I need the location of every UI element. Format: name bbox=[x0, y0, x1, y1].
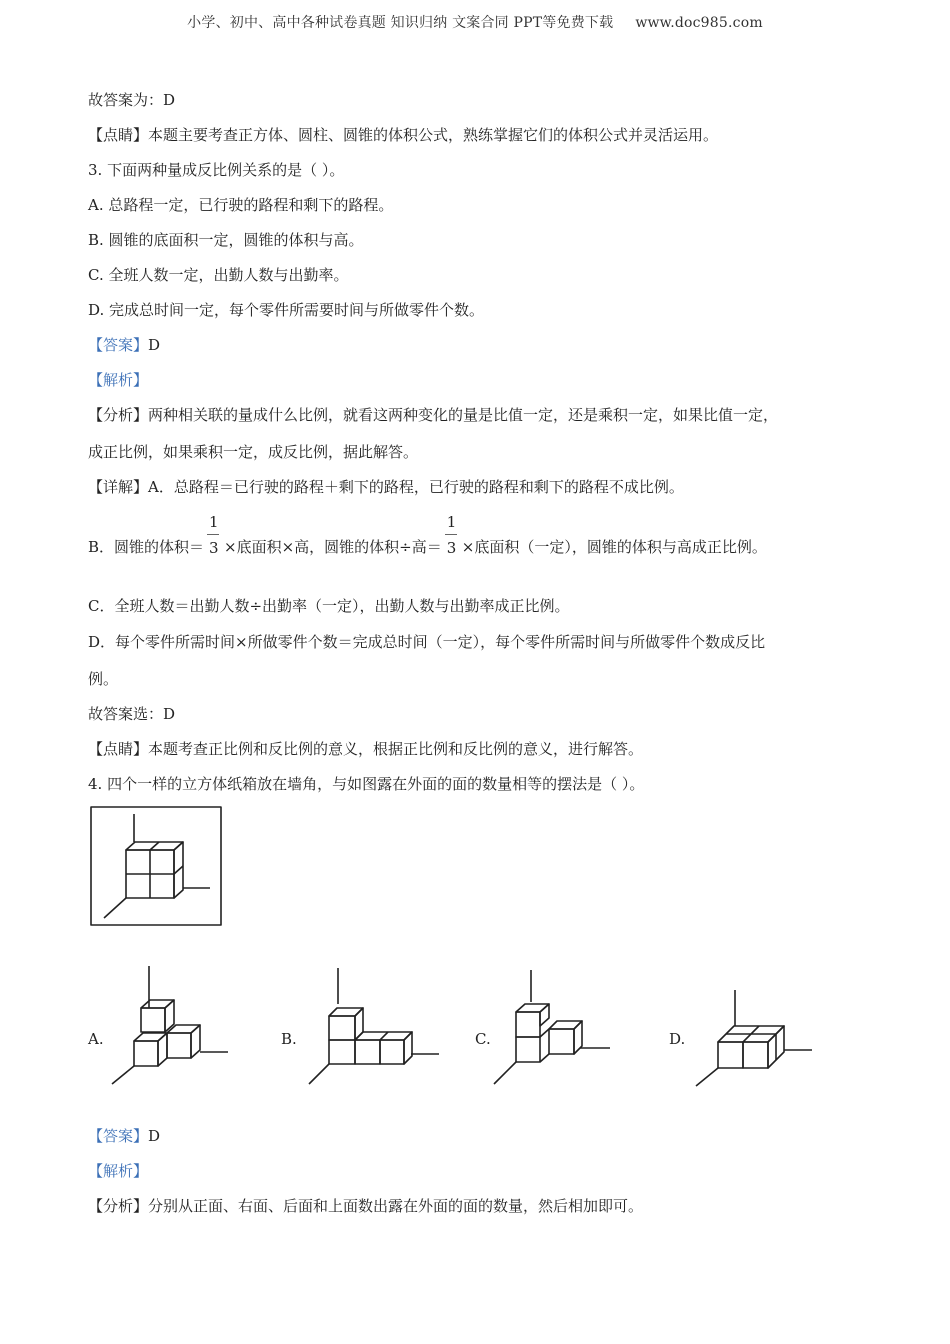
fraction-bar-2 bbox=[445, 534, 457, 535]
column-lower-front bbox=[516, 1037, 540, 1062]
column-upper-side bbox=[540, 1004, 549, 1026]
column-upper-front bbox=[516, 1012, 540, 1037]
q3-option-b: B. 圆锥的底面积一定，圆锥的体积与高。 bbox=[88, 231, 364, 249]
q3-detail-a: 【详解】A．总路程＝已行驶的路程＋剩下的路程，已行驶的路程和剩下的路程不成比例。 bbox=[88, 478, 684, 496]
cube-lower2-front bbox=[355, 1040, 380, 1064]
q3-fenxi-line1: 【分析】两种相关联的量成什么比例，就看这两种变化的量是比值一定，还是乘积一定，如果比值一定， bbox=[88, 406, 779, 424]
q4-fenxi: 【分析】分别从正面、右面、后面和上面数出露在外面的面的数量，然后相加即可。 bbox=[88, 1197, 644, 1215]
q3-option-a: A. 总路程一定，已行驶的路程和剩下的路程。 bbox=[88, 196, 394, 214]
cube-right-front bbox=[167, 1033, 191, 1058]
column-cube-join bbox=[540, 1029, 549, 1037]
q4-answer bbox=[88, 1126, 160, 1146]
cube-lower1-front bbox=[329, 1040, 355, 1064]
fraction-denominator: 3 bbox=[209, 539, 219, 557]
q4-reference-figure bbox=[90, 806, 224, 928]
q3-detail-c: C．全班人数＝出勤人数÷出勤率（一定），出勤人数与出勤率成正比例。 bbox=[88, 597, 570, 615]
floor-left-edge bbox=[494, 1062, 516, 1084]
cube-top-front bbox=[141, 1008, 165, 1032]
q4-option-a-label: A. bbox=[88, 1030, 104, 1048]
q3-option-d: D. 完成总时间一定，每个零件所需要时间与所做零件个数。 bbox=[88, 301, 485, 319]
q4-option-b-label: B. bbox=[281, 1030, 297, 1048]
q4-answer-tag: 【答案】 bbox=[88, 1127, 149, 1145]
q4-option-c-figure bbox=[490, 966, 614, 1088]
cube-lower3-front bbox=[380, 1040, 404, 1064]
fraction-numerator-2: 1 bbox=[446, 513, 457, 531]
detail-b-part1: B．圆锥的体积＝ bbox=[88, 538, 205, 556]
cube-right-side bbox=[191, 1025, 200, 1058]
q4-option-d-figure bbox=[694, 986, 818, 1088]
q3-detail-b bbox=[88, 513, 767, 558]
stack-side-divider bbox=[174, 866, 183, 874]
q4-option-b-figure bbox=[305, 964, 445, 1088]
q3-answer bbox=[88, 335, 160, 355]
q3-answer-value: D bbox=[148, 336, 161, 354]
q3-detail-d-line2: 例。 bbox=[88, 670, 119, 688]
q3-fenxi-line2: 成正比例，如果乘积一定，成反比例，据此解答。 bbox=[88, 443, 419, 461]
cube-right-front bbox=[549, 1029, 574, 1054]
q3-option-c: C. 全班人数一定，出勤人数与出勤率。 bbox=[88, 266, 349, 284]
cube-upper-front bbox=[329, 1016, 355, 1040]
q4-option-d-label: D. bbox=[669, 1030, 686, 1048]
cube-lower-side bbox=[404, 1032, 412, 1064]
cube-front-side bbox=[158, 1033, 167, 1066]
fraction-denominator-2: 3 bbox=[446, 539, 457, 557]
floor-left-edge bbox=[696, 1068, 718, 1086]
cube-front-right bbox=[743, 1042, 768, 1068]
cube-front-front bbox=[134, 1041, 158, 1066]
header-site-link[interactable]: www.doc985.com bbox=[635, 15, 763, 31]
floor-left-edge bbox=[104, 898, 126, 918]
detail-b-part2: ×底面积×高，圆锥的体积÷高＝ bbox=[224, 538, 442, 556]
fraction-bar bbox=[207, 534, 219, 535]
q2-answer: 故答案为：D bbox=[88, 91, 176, 109]
floor-left-edge bbox=[309, 1064, 329, 1084]
q4-stem: 4. 四个一样的立方体纸箱放在墙角，与如图露在外面的面的数量相等的摆法是（ ）。 bbox=[88, 775, 645, 793]
column-base-join bbox=[540, 1054, 549, 1062]
reference-frame bbox=[91, 807, 221, 925]
q4-analysis-tag: 【解析】 bbox=[88, 1162, 149, 1180]
fraction-numerator: 1 bbox=[209, 513, 219, 531]
fraction-one-third bbox=[207, 513, 221, 558]
q3-answer-tag: 【答案】 bbox=[88, 336, 149, 354]
q3-analysis-tag: 【解析】 bbox=[88, 371, 149, 389]
fraction-one-third-2 bbox=[445, 513, 459, 558]
stack-top-divider bbox=[150, 842, 159, 850]
cube-lower-top-divider bbox=[380, 1032, 388, 1040]
q4-answer-value: D bbox=[148, 1127, 161, 1145]
page-header bbox=[0, 12, 950, 32]
detail-b-part3: ×底面积（一定），圆锥的体积与高成正比例。 bbox=[461, 538, 767, 556]
header-text: 小学、初中、高中各种试卷真题 知识归纳 文案合同 PPT等免费下载 bbox=[187, 15, 614, 31]
q4-option-a-figure bbox=[108, 962, 232, 1088]
q3-detail-d-line1: D．每个零件所需时间×所做零件个数＝完成总时间（一定），每个零件所需时间与所做零件个数成反比 bbox=[88, 633, 766, 651]
q2-tip: 【点睛】本题主要考查正方体、圆柱、圆锥的体积公式，熟练掌握它们的体积公式并灵活运用。 bbox=[88, 126, 719, 144]
cube-right-side bbox=[574, 1021, 582, 1054]
floor-left-edge bbox=[112, 1066, 134, 1084]
q3-stem: 3. 下面两种量成反比例关系的是（ ）。 bbox=[88, 161, 345, 179]
q4-option-c-label: C. bbox=[475, 1030, 491, 1048]
q3-tip: 【点睛】本题考查正比例和反比例的意义，根据正比例和反比例的意义，进行解答。 bbox=[88, 740, 644, 758]
cube-front-left bbox=[718, 1042, 743, 1068]
q3-final-answer: 故答案选：D bbox=[88, 705, 176, 723]
